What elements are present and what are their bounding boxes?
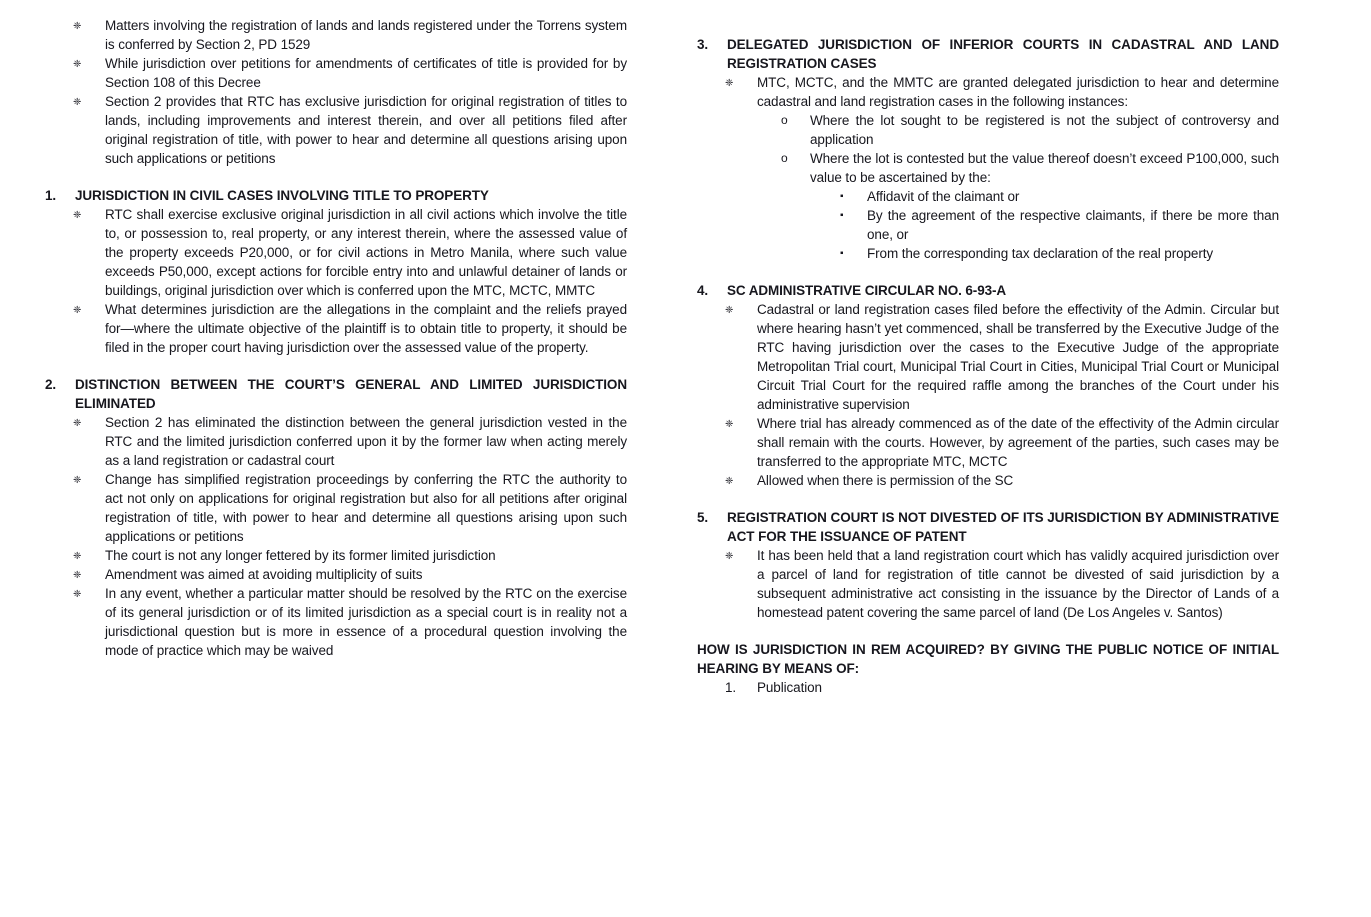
section-number: 1. [45,188,57,203]
item-text: Affidavit of the claimant or [867,189,1020,204]
list-item [697,187,1279,206]
section-number: 4. [697,283,709,298]
flower-bullet-icon: ❈ [725,419,734,430]
section-heading: DISTINCTION BETWEEN THE COURT’S GENERAL AND LIMITED JURISDICTION ELIMINATED [75,377,627,411]
item-text: While jurisdiction over petitions for amendments of certificates of title is provided for by Section 108 of this Decree [105,56,627,90]
list-item [45,54,627,92]
section-heading: SC ADMINISTRATIVE CIRCULAR NO. 6-93-A [727,283,1007,298]
flower-bullet-icon: ❈ [73,210,82,221]
item-number: 1. [725,680,737,695]
item-text: In any event, whether a particular matter should be resolved by the RTC on the exercise of its general jurisdiction or of its limited jurisdiction as a special court is in reality not a jurisdictional question but is more in essence of a procedural question involving the mode of practice which may be waived [105,586,627,658]
item-text: Publication [757,680,822,695]
section [697,508,1279,622]
section [45,16,627,168]
section-heading: JURISDICTION IN CIVIL CASES INVOLVING TITLE TO PROPERTY [75,188,489,203]
list-item [697,300,1279,414]
section-number: 3. [697,37,709,52]
flower-bullet-icon: ❈ [73,589,82,600]
list-item [697,149,1279,187]
section-number: 2. [45,377,57,392]
item-text: MTC, MCTC, and the MMTC are granted delegated jurisdiction to hear and determine cadastral and land registration cases in the following instances: [757,75,1279,109]
list-item [697,73,1279,111]
item-text: Matters involving the registration of lands and lands registered under the Torrens system is conferred by Section 2, PD 1529 [105,18,627,52]
column-left [45,0,627,917]
item-text: What determines jurisdiction are the allegations in the complaint and the reliefs prayed for—where the ultimate objective of the plaintiff is to obtain title to property, it should be filed in the proper court having jurisdiction over the assessed value of the property. [105,302,627,355]
item-text: It has been held that a land registration court which has validly acquired jurisdiction over a parcel of land for registration of title cannot be divested of said jurisdiction by a subsequent administrative act consisting in the issuance by the Director of Lands of a homestead patent covering the same parcel of land (De Los Angeles v. Santos) [757,548,1279,620]
flower-bullet-icon: ❈ [73,305,82,316]
flower-bullet-icon: ❈ [725,551,734,562]
list-item [45,92,627,168]
circle-bullet-icon: o [781,113,788,127]
list-item [697,546,1279,622]
list-item [697,471,1279,490]
section-heading-row [697,35,1279,73]
flower-bullet-icon: ❈ [73,570,82,581]
flower-bullet-icon: ❈ [725,78,734,89]
list-item [45,565,627,584]
section-heading: DELEGATED JURISDICTION OF INFERIOR COURTS IN CADASTRAL AND LAND REGISTRATION CASES [727,37,1279,71]
item-text: By the agreement of the respective claimants, if there be more than one, or [867,208,1279,242]
section-heading-row [45,186,627,205]
list-item [697,244,1279,263]
section-heading: HOW IS JURISDICTION IN REM ACQUIRED? BY GIVING THE PUBLIC NOTICE OF INITIAL HEARING BY MEANS OF: [697,642,1279,676]
item-text: Section 2 has eliminated the distinction between the general jurisdiction vested in the RTC and the limited jurisdiction conferred upon it by the former law when acting merely as a land registration or cadastral court [105,415,627,468]
section-heading: REGISTRATION COURT IS NOT DIVESTED OF ITS JURISDICTION BY ADMINISTRATIVE ACT FOR THE ISSUANCE OF PATENT [727,510,1279,544]
item-text: Amendment was aimed at avoiding multiplicity of suits [105,567,423,582]
list-item [45,413,627,470]
item-text: Change has simplified registration proceedings by conferring the RTC the authority to act not only on applications for original registration but also for all petitions after original registration of title, with power to hear and determine all questions arising upon such applications or petitions [105,472,627,544]
section-number: 5. [697,510,709,525]
list-item [45,16,627,54]
square-bullet-icon: ▪ [840,191,844,202]
flower-bullet-icon: ❈ [725,305,734,316]
section [697,640,1279,697]
flower-bullet-icon: ❈ [725,476,734,487]
circle-bullet-icon: o [781,151,788,165]
list-item [45,205,627,300]
flower-bullet-icon: ❈ [73,475,82,486]
section [697,35,1279,263]
square-bullet-icon: ▪ [840,210,844,221]
list-item [45,546,627,565]
item-text: Where trial has already commenced as of the date of the effectivity of the Admin circular shall remain with the courts. However, by agreement of the parties, such cases may be transferred to the appropriate MTC, MCTC [757,416,1279,469]
flower-bullet-icon: ❈ [73,551,82,562]
section-heading-row [697,508,1279,546]
flower-bullet-icon: ❈ [73,97,82,108]
list-item [697,414,1279,471]
list-item [45,584,627,660]
list-item [697,678,1279,697]
section [45,375,627,660]
item-text: Where the lot sought to be registered is not the subject of controversy and application [810,113,1279,147]
section-heading-row [45,375,627,413]
list-item [45,300,627,357]
section [697,281,1279,490]
item-text: Section 2 provides that RTC has exclusive jurisdiction for original registration of titles to lands, including improvements and interest therein, and over all petitions filed after original registration of title, with power to hear and determine all questions arising upon such applications or petitions [105,94,627,166]
section-heading-row [697,640,1279,678]
section-heading-row [697,281,1279,300]
list-item [697,111,1279,149]
section [45,186,627,357]
flower-bullet-icon: ❈ [73,59,82,70]
item-text: From the corresponding tax declaration of the real property [867,246,1214,261]
item-text: The court is not any longer fettered by its former limited jurisdiction [105,548,496,563]
flower-bullet-icon: ❈ [73,21,82,32]
item-text: Cadastral or land registration cases filed before the effectivity of the Admin. Circular but where hearing hasn’t yet commenced, shall be transferred by the Executive Judge of the RTC having jurisdiction over the cases to the Executive Judge of the appropriate Metropolitan Trial court, Municipal Trial Court in Cities, Municipal Trial Court or Municipal Circuit Trial Court for the required raffle among the branches of the Court under his administrative supervision [757,302,1279,412]
column-right [697,0,1279,917]
list-item [697,206,1279,244]
square-bullet-icon: ▪ [840,248,844,259]
item-text: Allowed when there is permission of the SC [757,473,1014,488]
flower-bullet-icon: ❈ [73,418,82,429]
item-text: RTC shall exercise exclusive original jurisdiction in all civil actions which involve the title to, or possession to, real property, or any interest therein, where the assessed value of the property exceeds P20,000, or for civil actions in Metro Manila, where such value exceeds P50,000, except actions for forcible entry into and unlawful detainer of lands or buildings, original jurisdiction over which is conferred upon the MTC, MCTC, MMTC [105,207,627,298]
list-item [45,470,627,546]
item-text: Where the lot is contested but the value thereof doesn’t exceed P100,000, such value to be ascertained by the: [810,151,1279,185]
